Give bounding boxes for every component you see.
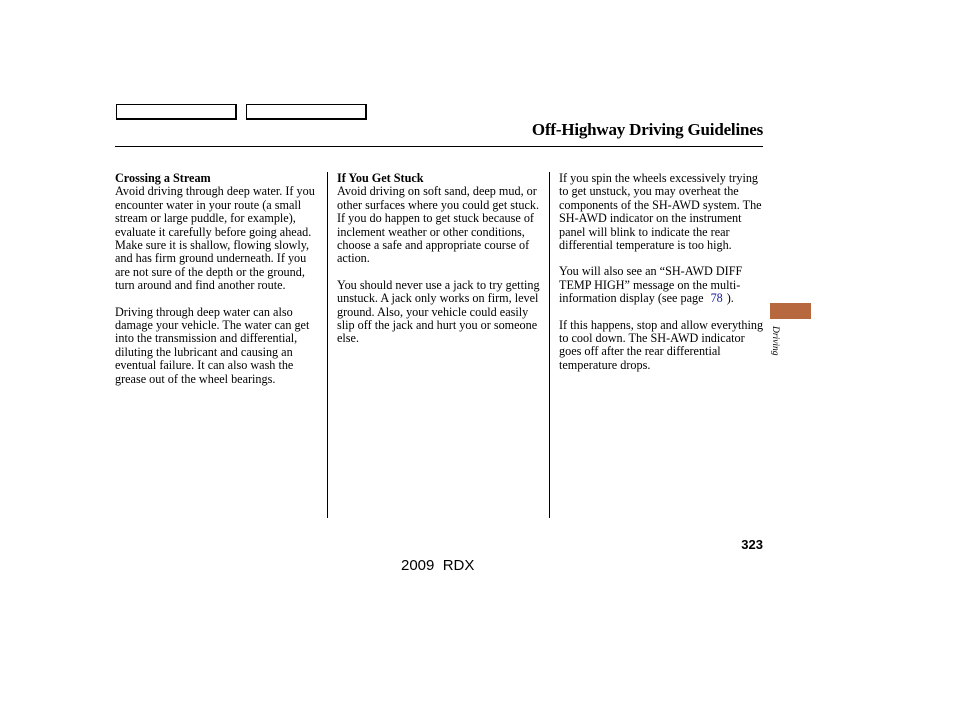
paragraph: If you spin the wheels excessively trying to get unstuck, you may overheat the components of the SH-AWD system. The SH-AWD indicator on the instrument panel will blink to indicate the rear differential temperature is too high. <box>559 171 762 253</box>
paragraph: If this happens, stop and allow everything to cool down. The SH-AWD indicator goes off after the rear differential temperature drops. <box>559 317 764 372</box>
title-divider <box>115 146 763 147</box>
paragraph-message <box>559 265 767 305</box>
page-reference-link[interactable]: 78 <box>710 291 723 306</box>
section-tab-marker <box>770 303 811 319</box>
column-overheat <box>559 172 767 372</box>
column-crossing-stream <box>115 172 323 386</box>
page-number: 323 <box>741 537 763 552</box>
section-heading-crossing-stream: Crossing a Stream <box>115 171 211 185</box>
paragraph-text: ). <box>726 291 734 306</box>
paragraph: Driving through deep water can also damage your vehicle. The water can get into the transmission and differential, diluting the lubricant and causing an eventual failure. It can also wash the grease out of the wheel bearings. <box>115 304 310 386</box>
nav-button-index[interactable] <box>246 104 367 120</box>
paragraph: You should never use a jack to try getting unstuck. A jack only works on firm, level ground. Also, your vehicle could easily slip off the jack and hurt you or someone else. <box>337 277 540 346</box>
section-heading-if-stuck: If You Get Stuck <box>337 171 424 185</box>
nav-button-contents[interactable] <box>116 104 237 120</box>
section-label: Driving <box>770 326 780 356</box>
paragraph: Avoid driving through deep water. If you encounter water in your route (a small stream or large puddle, for example), evaluate it carefully before going ahead. Make sure it is shallow, flowing slowly, and has firm ground underneath. If you are not sure of the depth or the ground, turn around and find another route. <box>115 184 315 293</box>
page-title: Off-Highway Driving Guidelines <box>531 120 763 139</box>
column-divider <box>327 172 328 518</box>
footer-model: 2009 RDX <box>401 557 475 574</box>
paragraph: Avoid driving on soft sand, deep mud, or other surfaces where you could get stuck. If you do happen to get stuck because of inclement weather or other conditions, choose a safe and appropriate course of action. <box>337 184 540 266</box>
paragraph-text: You will also see an “SH-AWD DIFF TEMP HIGH” message on the multi-information display (see page <box>559 264 743 306</box>
column-if-stuck <box>337 172 547 346</box>
column-divider <box>549 172 550 518</box>
